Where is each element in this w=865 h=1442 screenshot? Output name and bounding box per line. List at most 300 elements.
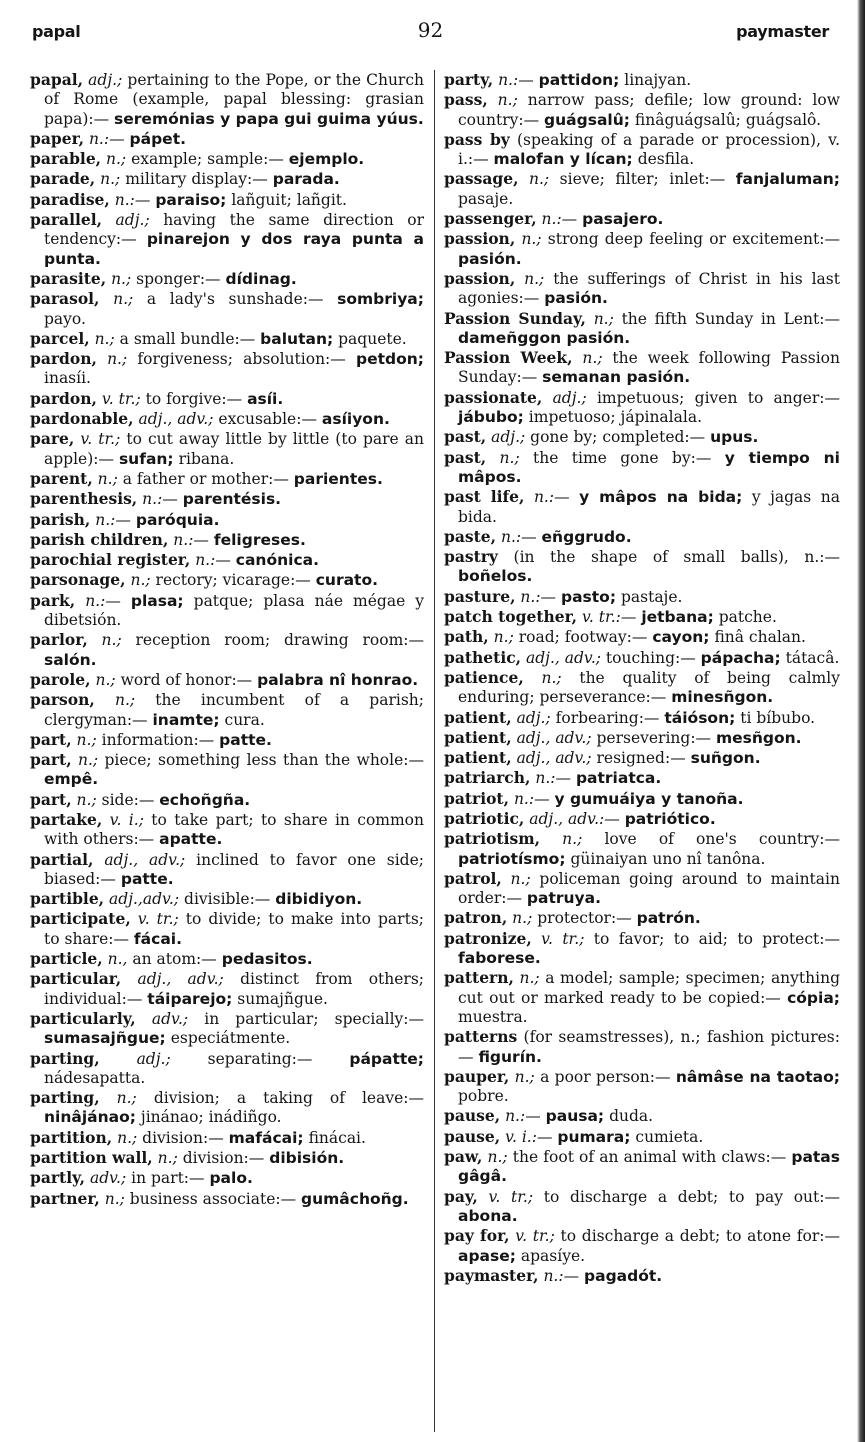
dictionary-entry (30, 169, 424, 189)
part-of-speech: n.:— (520, 587, 557, 606)
headword: parenthesis, (30, 489, 138, 509)
definition: division:— (182, 1149, 265, 1168)
dictionary-entry (30, 889, 424, 909)
alternate-forms: sumajñgue. (237, 989, 328, 1008)
definition: narrow pass; defile; low ground: low country:— (458, 91, 840, 129)
alternate-forms: muestra. (458, 1007, 528, 1026)
dictionary-entry (30, 530, 424, 550)
headword: particularly, (30, 1008, 136, 1028)
chamorro-translation: sumasajñgue; (44, 1029, 166, 1048)
part-of-speech: n.:— (513, 789, 550, 808)
headword: patch together, (444, 607, 578, 627)
chamorro-translation: gumâchoñg. (301, 1189, 409, 1208)
headword: pardonable, (30, 409, 134, 429)
part-of-speech: n.; (521, 230, 542, 249)
headword: parson, (30, 690, 95, 710)
definition: (speaking of a parade or procession), v. i.:— (458, 130, 840, 169)
headword: parasol, (30, 289, 100, 309)
dictionary-entry (444, 607, 840, 627)
chamorro-translation: pasión. (458, 249, 522, 268)
headword: past life, (444, 487, 525, 507)
headword: partition wall, (30, 1148, 153, 1168)
definition: the week following Passion Sunday:— (458, 349, 840, 387)
headword: pay, (444, 1186, 478, 1206)
part-of-speech: n., (107, 950, 128, 969)
headword: part, (30, 789, 72, 809)
headword: parochial register, (30, 550, 191, 570)
dictionary-entry (30, 129, 424, 149)
part-of-speech: adj.; (88, 71, 123, 89)
part-of-speech: adj.; (115, 211, 150, 230)
headword: patient, (444, 748, 512, 768)
part-of-speech: v. tr.; (541, 929, 585, 948)
definition: to take part; to share in common with others:— (44, 810, 424, 849)
part-of-speech: n.; (100, 170, 121, 189)
dictionary-entry (30, 850, 424, 890)
chamorro-translation: y gumuáiya y tanoña. (554, 789, 744, 808)
headword: parish, (30, 509, 91, 529)
definition: to forgive:— (145, 389, 243, 408)
part-of-speech: n.; (116, 1089, 137, 1108)
headword: partly, (30, 1168, 86, 1188)
definition: persevering:— (596, 728, 712, 747)
dictionary-entry (30, 1009, 424, 1049)
chamorro-translation: inamte; (152, 710, 220, 729)
part-of-speech: v. tr.; (488, 1187, 534, 1206)
dictionary-entry (30, 210, 424, 269)
dictionary-entry (444, 169, 840, 209)
headword: patriot, (444, 788, 509, 808)
chamorro-translation: patte. (219, 730, 272, 749)
definition: protector:— (537, 909, 632, 928)
part-of-speech: v. tr.; (515, 1227, 555, 1246)
part-of-speech: adj.; (491, 428, 526, 447)
definition: divisible:— (184, 890, 271, 909)
dictionary-entry (444, 130, 840, 170)
chamorro-translation: pápet. (129, 129, 186, 148)
dictionary-entry (30, 810, 424, 850)
definition: (in the shape of small balls), n.:— (513, 548, 840, 567)
headword: partible, (30, 889, 105, 909)
part-of-speech: n.:— (535, 769, 571, 788)
dictionary-entry (30, 349, 424, 389)
dictionary-entry (444, 908, 840, 928)
chamorro-translation: apatte. (159, 830, 223, 849)
headword: parting, (30, 1088, 100, 1108)
dictionary-entry (30, 389, 424, 409)
dictionary-entry (444, 1187, 840, 1227)
dictionary-entry (30, 1148, 424, 1168)
left-column (30, 70, 424, 1432)
dictionary-entry (444, 1147, 840, 1187)
part-of-speech: n.; (76, 730, 97, 749)
headword: parent, (30, 468, 93, 488)
alternate-forms: nádesapatta. (44, 1068, 146, 1087)
dictionary-entry (30, 409, 424, 429)
definition: to cut away little by little (to pare an apple):— (44, 430, 424, 468)
headword: parallel, (30, 210, 103, 230)
dictionary-entry (30, 190, 424, 210)
alternate-forms: finâ chalan. (714, 628, 806, 647)
dictionary-entry (444, 269, 840, 309)
alternate-forms: jinánao; inádiñgo. (140, 1108, 282, 1127)
dictionary-entry (30, 949, 424, 969)
definition: a lady's sunshade:— (146, 290, 324, 309)
book-spine-shadow (857, 0, 865, 1442)
definition: business associate:— (129, 1189, 297, 1208)
headword: passion, (444, 268, 516, 288)
chamorro-translation: pedasitos. (221, 950, 313, 969)
alternate-forms: patche. (718, 608, 777, 627)
part-of-speech: n.:— (541, 210, 578, 229)
part-of-speech: n.; (529, 170, 550, 189)
part-of-speech: n.:— (142, 490, 178, 509)
definition: example; sample:— (131, 150, 284, 169)
chamorro-translation: abona. (458, 1206, 518, 1225)
dictionary-entry (30, 1088, 424, 1128)
part-of-speech: adv.; (89, 1169, 127, 1188)
chamorro-translation: patas gâgâ. (458, 1148, 840, 1186)
headword: patron, (444, 908, 508, 928)
chamorro-translation: pinarejon y dos raya punta a punta. (44, 230, 424, 268)
dictionary-entry (444, 668, 840, 708)
headword: paste, (444, 526, 497, 546)
dictionary-entry (444, 487, 840, 527)
headword: past, (444, 427, 487, 447)
part-of-speech: n.; (493, 628, 514, 647)
headword: partner, (30, 1188, 100, 1208)
page-header (32, 14, 829, 48)
alternate-forms: impetuoso; jápinalala. (528, 408, 702, 427)
part-of-speech: n.; (97, 469, 118, 488)
headword: passionate, (444, 387, 543, 407)
definition: to divide; to make into parts; to share:— (44, 910, 424, 948)
chamorro-translation: canónica. (235, 551, 319, 570)
dictionary-entry (444, 388, 840, 428)
dictionary-entry (30, 591, 424, 631)
chamorro-translation: echoñgña. (159, 790, 251, 809)
chamorro-translation: patruya. (526, 889, 602, 908)
part-of-speech: n.:— (88, 129, 125, 148)
dictionary-entry (30, 909, 424, 949)
definition: separating:— (207, 1049, 313, 1068)
alternate-forms: güinaiyan uno nî tanôna. (570, 849, 766, 868)
alternate-forms: ribana. (178, 449, 235, 468)
headword: party, (444, 70, 494, 89)
chamorro-translation: ninâjánao; (44, 1108, 136, 1127)
definition: word of honor:— (120, 670, 253, 689)
alternate-forms: lañguit; lañgit. (231, 190, 347, 209)
chamorro-translation: asíi. (247, 389, 284, 408)
headword: particular, (30, 969, 122, 989)
part-of-speech: n.:— (195, 551, 231, 570)
dictionary-entry (30, 489, 424, 509)
right-guide-word: paymaster (736, 22, 829, 41)
alternate-forms: pasaje. (458, 189, 514, 208)
part-of-speech: n.:— (173, 530, 209, 549)
headword: parlor, (30, 630, 88, 650)
definition: pertaining to the Pope, or the Church of Rome (example, papal blessing: grasian papa):— (44, 71, 424, 128)
definition: a model; sample; specimen; anything cut out or marked ready to be copied:— (458, 969, 840, 1007)
definition: (for seamstresses), n.; fashion pictures:— (458, 1028, 840, 1066)
headword: pass by (444, 129, 510, 149)
chamorro-translation: parientes. (293, 469, 383, 488)
headword: patterns (444, 1027, 518, 1047)
alternate-forms: pastaje. (620, 587, 683, 606)
headword: parable, (30, 149, 102, 169)
part-of-speech: n.; (499, 448, 520, 467)
headword: parole, (30, 669, 91, 689)
dictionary-entry (444, 309, 840, 349)
definition: the sufferings of Christ in his last agonies:— (458, 269, 840, 308)
chamorro-translation: curato. (315, 571, 379, 590)
definition: in particular; specially:— (204, 1009, 424, 1028)
alternate-forms: ti bíbubo. (740, 708, 816, 727)
part-of-speech: v. tr.; (80, 430, 121, 449)
chamorro-translation: pausa; (545, 1107, 605, 1126)
dictionary-entry (30, 329, 424, 349)
dictionary-entry (30, 289, 424, 329)
chamorro-translation: dibidiyon. (275, 890, 363, 909)
chamorro-translation: cayon; (652, 628, 710, 647)
dictionary-entry (444, 1106, 840, 1126)
headword: Passion Week, (444, 348, 573, 368)
definition: to discharge a debt; to atone for:— (560, 1227, 840, 1246)
part-of-speech: v. tr.:— (582, 608, 637, 627)
part-of-speech: n.; (117, 1128, 138, 1147)
headword: paradise, (30, 189, 110, 209)
chamorro-translation: patriatca. (575, 769, 662, 788)
part-of-speech: n.; (95, 670, 116, 689)
headword: part, (30, 750, 72, 770)
chamorro-translation: jábubo; (458, 408, 524, 427)
chamorro-translation: y tiempo ni mâpos. (458, 448, 840, 486)
chamorro-translation: suñgon. (690, 749, 761, 768)
headword: patient, (444, 707, 512, 727)
headword: pastry (444, 547, 498, 567)
dictionary-entry (444, 427, 840, 447)
alternate-forms: inasíi. (44, 369, 91, 388)
headword: parasite, (30, 268, 107, 288)
dictionary-entry (444, 547, 840, 587)
chamorro-translation: patte. (120, 869, 174, 888)
definition: impetuous; given to anger:— (596, 388, 840, 407)
alternate-forms: desfila. (637, 150, 695, 169)
headword: participate, (30, 909, 131, 929)
chamorro-translation: malofan y lícan; (493, 150, 633, 169)
definition: road; footway:— (518, 628, 648, 647)
dictionary-entry (444, 929, 840, 969)
part-of-speech: n.; (130, 571, 151, 590)
part-of-speech: adj.; (136, 1049, 171, 1068)
chamorro-translation: petdon; (355, 350, 424, 369)
headword: papal, (30, 70, 84, 89)
headword: pasture, (444, 586, 516, 606)
headword: pardon, (30, 388, 97, 408)
chamorro-translation: apase; (458, 1246, 516, 1265)
dictionary-entry (30, 570, 424, 590)
chamorro-translation: minesñgon. (671, 688, 774, 707)
part-of-speech: v. i.:— (505, 1127, 553, 1146)
headword: paymaster, (444, 1265, 539, 1285)
headword: paw, (444, 1147, 483, 1167)
definition: the incumbent of a parish; clergyman:— (44, 691, 424, 729)
definition: sponger:— (136, 269, 221, 288)
part-of-speech: n.:— (533, 488, 570, 507)
dictionary-entry (30, 469, 424, 489)
part-of-speech: adj.; (552, 388, 587, 407)
part-of-speech: n.; (94, 329, 115, 348)
part-of-speech: adj., adv.; (137, 970, 224, 989)
headword: pathetic, (444, 647, 522, 667)
chamorro-translation: upus. (710, 428, 759, 447)
dictionary-entry (30, 149, 424, 169)
dictionary-entry (30, 70, 424, 129)
chamorro-translation: y mâpos na bida; (579, 488, 743, 507)
dictionary-entry (444, 70, 840, 90)
definition: piece; something less than the whole:— (104, 751, 424, 770)
part-of-speech: n.; (541, 668, 562, 687)
headword: parish children, (30, 529, 169, 549)
dictionary-entry (444, 789, 840, 809)
part-of-speech: adj.,adv.; (109, 890, 180, 909)
part-of-speech: n.:— (500, 527, 537, 546)
part-of-speech: n.; (114, 691, 136, 710)
definition: a father or mother:— (122, 469, 289, 488)
dictionary-entry (444, 968, 840, 1027)
definition: having the same direction or tendency:— (44, 211, 424, 249)
chamorro-translation: táióson; (664, 708, 736, 727)
dictionary-entry (30, 510, 424, 530)
part-of-speech: n.; (107, 350, 128, 369)
dictionary-entry (30, 1168, 424, 1188)
chamorro-translation: dibisión. (269, 1149, 345, 1168)
chamorro-translation: feligreses. (213, 530, 306, 549)
definition: gone by; completed:— (530, 428, 706, 447)
headword: parcel, (30, 328, 90, 348)
part-of-speech: n.; (113, 290, 134, 309)
definition: the quality of being calmly enduring; perseverance:— (458, 668, 840, 707)
chamorro-translation: semanan pasión. (542, 368, 691, 387)
dictionary-entry (30, 269, 424, 289)
definition: division:— (142, 1128, 224, 1147)
part-of-speech: n.:— (505, 1107, 541, 1126)
dictionary-entry (444, 829, 840, 869)
headword: past, (444, 447, 487, 467)
chamorro-translation: asíiyon. (321, 410, 390, 429)
alternate-forms: apasíye. (520, 1246, 586, 1265)
dictionary-entry (444, 448, 840, 488)
chamorro-translation: boñelos. (458, 567, 533, 586)
part-of-speech: n.; (593, 309, 614, 328)
headword: pause, (444, 1106, 501, 1126)
dictionary-entry (444, 648, 840, 668)
dictionary-entry (30, 1049, 424, 1089)
part-of-speech: n.; (519, 969, 540, 988)
definition: resigned:— (596, 749, 686, 768)
chamorro-translation: dídinag. (225, 269, 297, 288)
dictionary-entry (30, 550, 424, 570)
chamorro-translation: seremónias y papa gui guima yúus. (114, 109, 424, 128)
part-of-speech: n.:— (498, 71, 534, 89)
headword: passenger, (444, 209, 537, 229)
part-of-speech: n.; (510, 869, 531, 888)
headword: partition, (30, 1127, 113, 1147)
headword: parade, (30, 169, 96, 189)
definition: excusable:— (218, 410, 317, 429)
part-of-speech: n.; (111, 269, 132, 288)
chamorro-translation: ejemplo. (288, 150, 365, 169)
part-of-speech: adj., adv.; (516, 749, 592, 768)
part-of-speech: adj., adv.:— (529, 809, 620, 828)
alternate-forms: cumieta. (635, 1127, 704, 1146)
chamorro-translation: patriótico. (624, 809, 716, 828)
dictionary-columns (30, 70, 840, 1432)
definition: to favor; to aid; to protect:— (593, 929, 840, 948)
headword: partake, (30, 809, 103, 829)
alternate-forms: cura. (224, 710, 265, 729)
dictionary-entry (444, 209, 840, 229)
chamorro-translation: pasión. (544, 289, 608, 308)
headword: partial, (30, 849, 94, 869)
alternate-forms: patque; plasa náe mégae y dibetsión. (44, 591, 424, 630)
headword: patronize, (444, 928, 532, 948)
chamorro-translation: patrón. (636, 909, 701, 928)
alternate-forms: pobre. (458, 1087, 509, 1106)
dictionary-entry (444, 708, 840, 728)
part-of-speech: adj.; (516, 708, 551, 727)
alternate-forms: y jagas na bida. (458, 488, 840, 526)
dictionary-entry (444, 728, 840, 748)
headword: patience, (444, 667, 524, 687)
part-of-speech: n.; (524, 269, 545, 288)
chamorro-translation: parentésis. (182, 490, 282, 509)
part-of-speech: v. i.; (109, 810, 144, 829)
chamorro-translation: nâmâse na taotao; (675, 1067, 840, 1086)
chamorro-translation: pagadót. (584, 1266, 663, 1285)
dictionary-entry (444, 587, 840, 607)
part-of-speech: n.:— (543, 1266, 580, 1285)
dictionary-entry (444, 348, 840, 388)
dictionary-entry (444, 809, 840, 829)
definition: to discharge a debt; to pay out:— (543, 1187, 840, 1206)
definition: side:— (101, 790, 155, 809)
definition: forgiveness; absolution:— (137, 350, 346, 369)
headword: pay for, (444, 1226, 510, 1246)
headword: patriotic, (444, 808, 525, 828)
definition: reception room; drawing room:— (135, 631, 424, 650)
part-of-speech: n.; (157, 1149, 178, 1168)
chamorro-translation: jetbana; (641, 608, 714, 627)
alternate-forms: paquete. (338, 329, 407, 348)
alternate-forms: tátacâ. (785, 648, 840, 667)
dictionary-entry (30, 969, 424, 1009)
definition: military display:— (125, 170, 268, 189)
chamorro-translation: patriotísmo; (458, 849, 566, 868)
chamorro-translation: pasto; (560, 587, 617, 606)
dictionary-entry (444, 1127, 840, 1147)
dictionary-entry (30, 1189, 424, 1209)
chamorro-translation: eñggrudo. (541, 527, 632, 546)
definition: in part:— (131, 1169, 205, 1188)
chamorro-translation: empê. (44, 770, 99, 789)
part-of-speech: n.; (104, 1189, 125, 1208)
headword: Passion Sunday, (444, 308, 586, 328)
dictionary-entry (444, 527, 840, 547)
dictionary-entry (30, 750, 424, 790)
chamorro-translation: pápacha; (700, 648, 781, 667)
headword: pardon, (30, 349, 97, 369)
